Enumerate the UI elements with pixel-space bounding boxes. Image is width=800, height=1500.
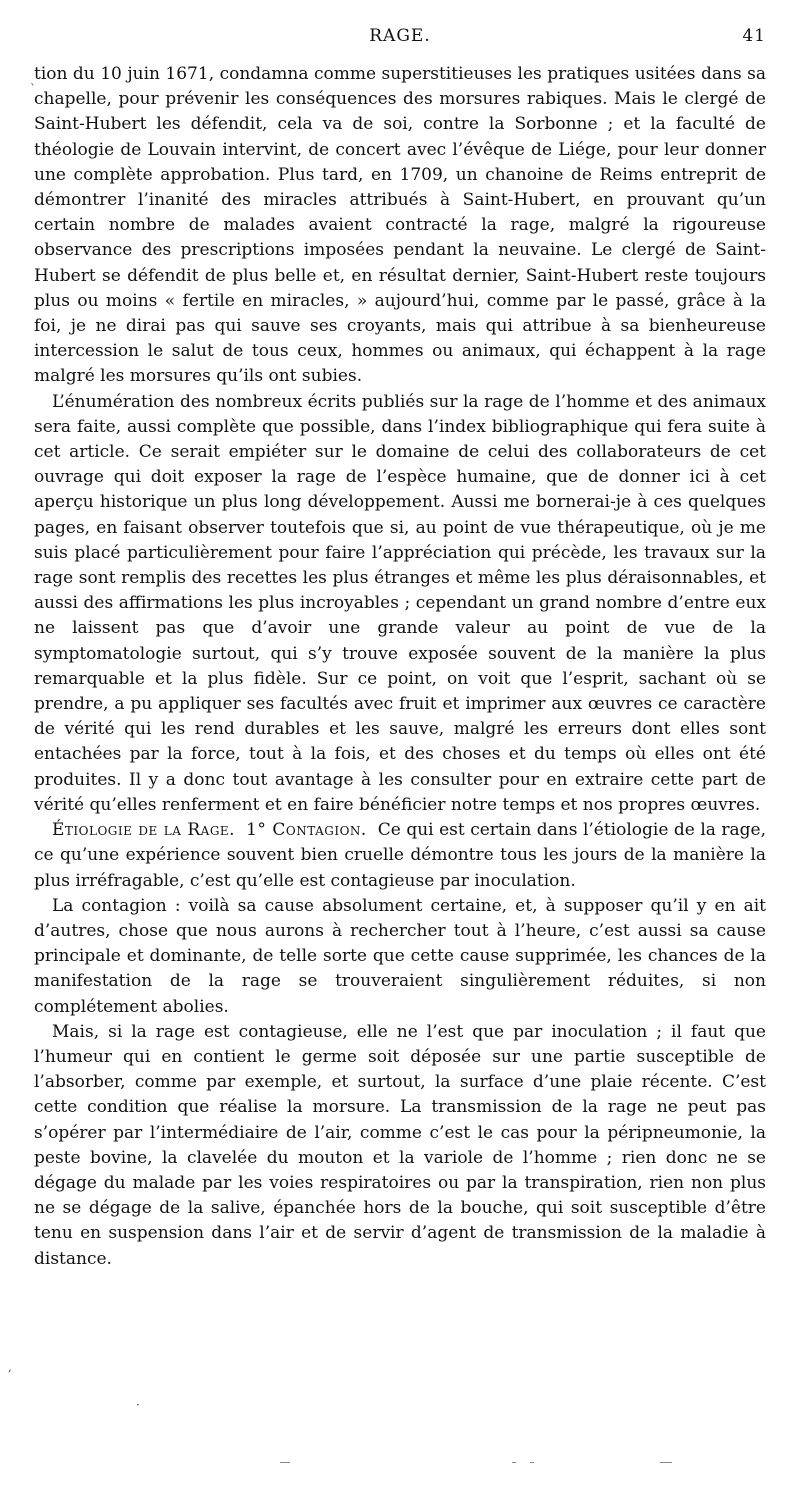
paragraph-inoculation: Mais, si la rage est contagieuse, elle ne l’est que par inoculation ; il faut que l’humeur qui en contient le germe soit déposée sur une partie susceptible de l’absorber, comme par exemple, et surtout, la surface d’une plaie récente. C’est cette condition que réalise la morsure. La transmission de la rage ne peut pas s’opérer par l’intermédiaire de l’air, comme c’est le cas pour la péripneumonie, la peste bovine, la clavelée du mouton et la variole de l’homme ; rien donc ne se dégage du malade par les voies respiratoires ou par la transpiration, rien non plus ne se dégage de la salive, épanchée hors de la bouche, qui soit susceptible d’être tenu en suspension dans l’air et de servir d’agent de transmission de la maladie à distance. [34,1021,766,1269]
running-head [34,26,766,54]
running-title: RAGE. [369,26,431,46]
book-page [34,26,766,1272]
section-subheading: 1° Contagion. [246,820,367,841]
page-number: 41 [742,26,766,46]
paragraph-bibliography: L’énumération des nombreux écrits publiés sur la rage de l’homme et des animaux sera faite, aussi complète que possible, dans l’index bibliographique qui fera suite à cet article. Ce serait empiéter sur le domaine de celui des collaborateurs de cet ouvrage qui doit exposer la rage de l’espèce humaine, que de donner ici à cet aperçu historique un plus long développement. Aussi me bornerai-je à ces quelques pages, en faisant observer toutefois que si, au point de vue thérapeutique, où je me suis placé particulièrement pour faire l’appréciation qui précède, les travaux sur la rage sont remplis des recettes les plus étranges et même les plus déraisonnables, et aussi des affirmations les plus incroyables ; cependant un grand nombre d’entre eux ne laissent pas que d’avoir une grande valeur au point de vue de la symptomatologie surtout, qui s’y trouve exposée souvent de la manière la plus remarquable et la plus fidèle. Sur ce point, on voit que l’esprit, sachant où se prendre, a pu appliquer ses facultés avec fruit et imprimer aux œuvres ce caractère de vérité qui les rend durables et les sauve, malgré les erreurs dont elles sont entachées par la force, tout à la fois, et des choses et du temps où elles ont été produites. Il y a donc tout avantage à les consulter pour en extraire cette part de vérité qu’elles renferment et en faire bénéficier notre temps et nos propres œuvres. [34,391,766,815]
text-body [34,62,766,1272]
section-text: Ce qui est certain dans l’étiologie de la rage, ce qu’une expérience souvent bien cruelle démontre tous les jours de la manière la plus irréfragable, c’est qu’elle est contagieuse par inoculation. [34,820,766,891]
margin-mark: · [136,1398,140,1412]
bottom-print-marks [280,1462,680,1468]
margin-mark: ` [30,82,36,96]
paragraph-continuation: tion du 10 juin 1671, condamna comme superstitieuses les pratiques usitées dans sa chapelle, pour prévenir les conséquences des morsures rabiques. Mais le clergé de Saint-Hubert les défendit, cela va de soi, contre la Sorbonne ; et la faculté de théologie de Louvain intervint, de concert avec l’évêque de Liége, pour leur donner une complète approbation. Plus tard, en 1709, un chanoine de Reims entreprit de démontrer l’inanité des miracles attribués à Saint-Hubert, en prouvant qu’un certain nombre de malades avaient contracté la rage, malgré la rigoureuse observance des prescriptions imposées pendant la neuvaine. Le clergé de Saint-Hubert se défendit de plus belle et, en résultat dernier, Saint-Hubert reste toujours plus ou moins « fertile en miracles, » aujourd’hui, comme par le passé, grâce à la foi, je ne dirai pas qui sauve ses croyants, mais qui attribue à sa bienheureuse intercession le salut de tous ceux, hommes ou animaux, qui échappent à la rage malgré les morsures qu’ils ont subies. [34,64,766,387]
paragraph-contagion: La contagion : voilà sa cause absolument certaine, et, à supposer qu’il y en ait d’autres, chose que nous aurons à rechercher tout à l’heure, c’est aussi sa cause principale et dominante, de telle sorte que cette cause supprimée, les chances de la manifestation de la rage se trouveraient singulièrement réduites, si non complétement abolies. [34,895,766,1017]
section-etiologie [34,818,766,894]
section-heading: Étiologie de la Rage. [52,820,236,841]
margin-mark: , [8,1360,12,1374]
